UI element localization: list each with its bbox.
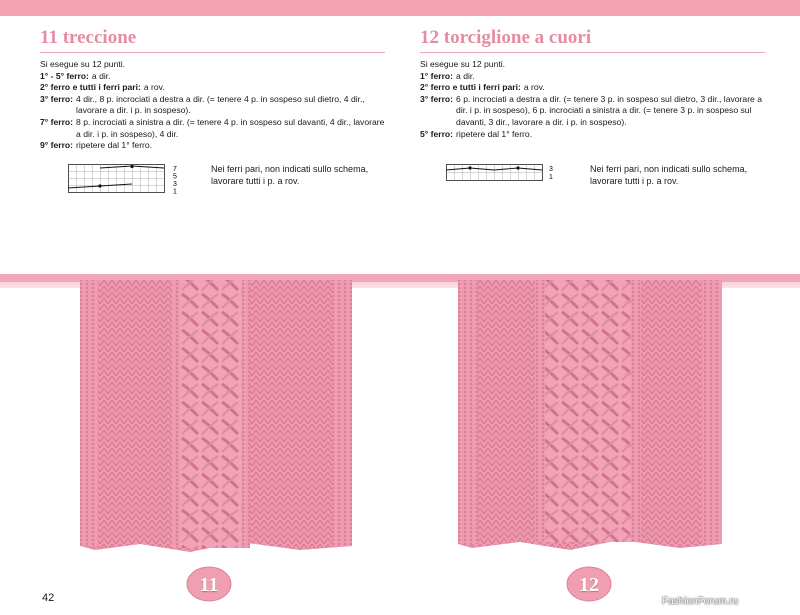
row-number: 1 [173,188,177,196]
pattern-11-title: 11 treccione [40,27,137,48]
row-number: 5 [173,173,177,181]
instruction-row: 3° ferro: 4 dir., 8 p. incrociati a destra a dir. (= tenere 4 p. in sospeso sul dietro, 4 dir., lavorare a dir. i p. in sospeso). [40,93,365,116]
instruction-row: 1° - 5° ferro: a dir. [40,70,111,81]
pattern-11-badge: 11 [186,566,232,602]
title-divider [40,52,385,53]
row-number: 1 [549,174,553,181]
page-number: 42 [42,592,55,604]
pattern-11-chart [68,162,188,203]
pattern-12-title: 12 torciglione a cuori [420,27,592,48]
pattern-12-chart [446,162,566,189]
pattern-11-column [40,26,385,152]
instruction-row: 1° ferro: a dir. [420,70,475,81]
row-number: 3 [173,181,177,188]
instruction-row: 5° ferro: ripetere dal 1° ferro. [420,128,533,139]
row-number: 7 [173,166,177,173]
instruction-row: 2° ferro e tutti i ferri pari: a rov. [420,82,545,93]
watermark: FashionForum.ru [662,596,739,607]
instruction-row: 2° ferro e tutti i ferri pari: a rov. [40,82,165,93]
instruction-row: 3° ferro: 6 p. incrociati a destra a dir. (= tenere 3 p. in sospeso sul dietro, 3 dir., lavorare a dir. i p. in sospeso), 6 p. incrociati a sinistra a dir. (= tenere 3 p. in sospeso sul davanti, 3 dir., lavorare a dir. i p. in sospeso). [420,93,763,127]
row-number: 3 [549,166,553,173]
instruction-row: 7° ferro: 8 p. incrociati a sinistra a dir. (= tenere 4 p. in sospeso sul davanti, 4 dir., lavorare a dir. i p. in sospeso), 4 dir. [40,116,385,139]
title-divider [420,52,765,53]
pattern-12-note: Nei ferri pari, non indicati sullo schema, lavorare tutti i p. a rov. [590,164,748,186]
pattern-11-note: Nei ferri pari, non indicati sullo schema, lavorare tutti i p. a rov. [211,164,369,186]
instruction-row: 9° ferro: ripetere dal 1° ferro. [40,140,153,151]
pattern-12-intro: Si esegue su 12 punti. [420,59,506,69]
pattern-12-badge: 12 [566,566,612,602]
pattern-11-intro: Si esegue su 12 punti. [40,59,126,69]
pattern-12-column [420,26,765,140]
top-color-bar [0,0,800,16]
knit-swatch-photo [0,274,800,574]
